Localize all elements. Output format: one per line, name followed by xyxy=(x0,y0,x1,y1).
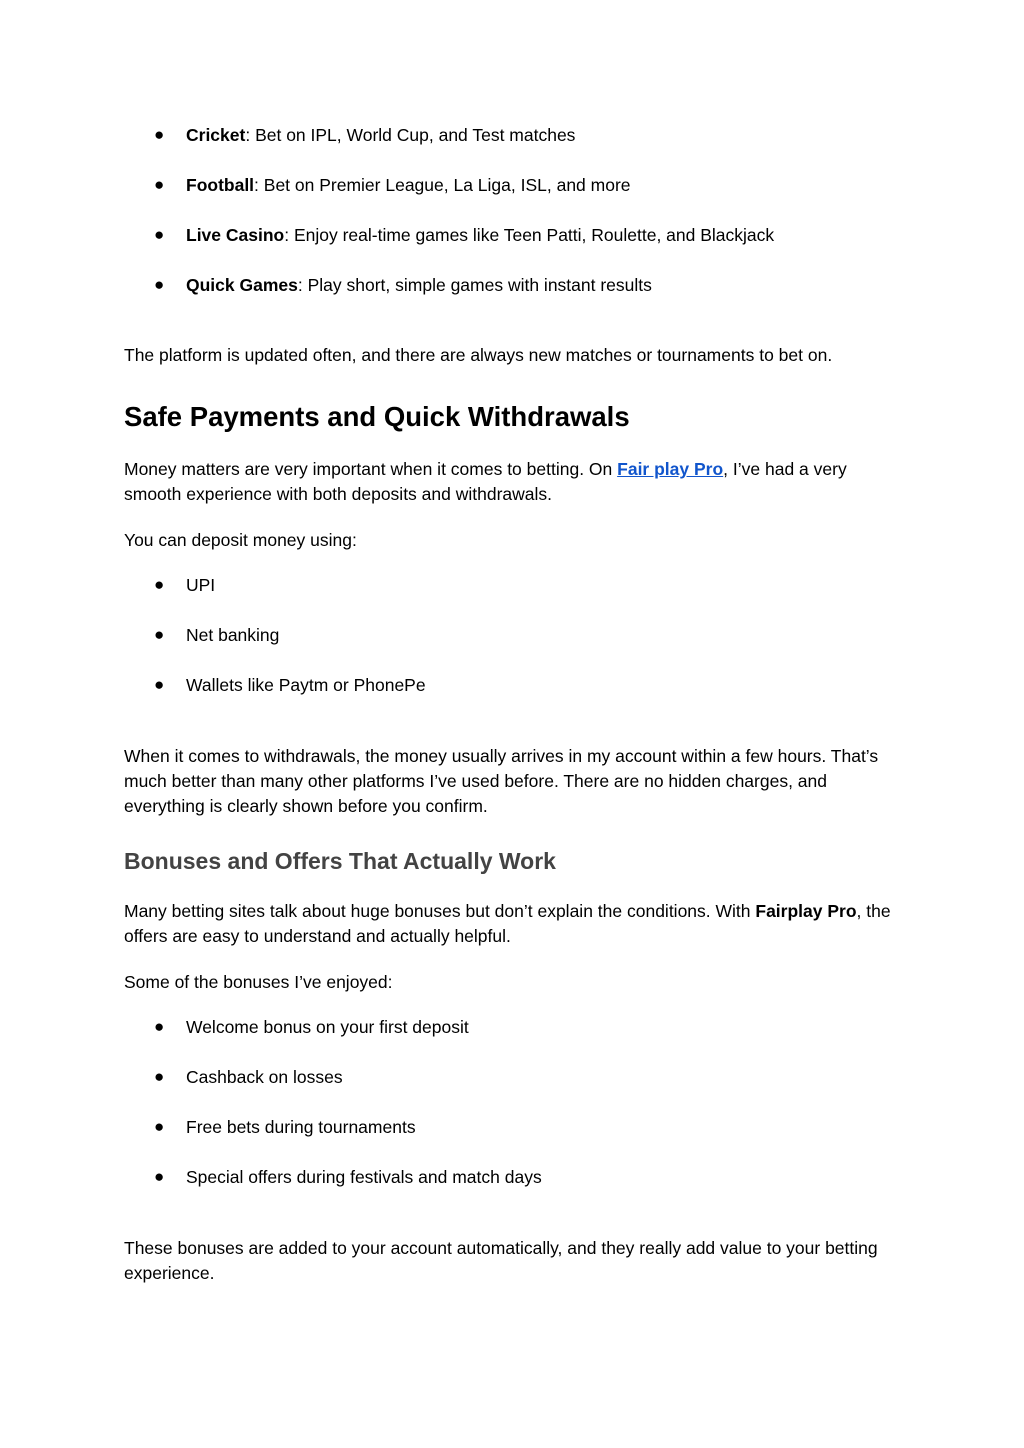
list-term: Quick Games xyxy=(186,275,298,295)
list-item-wallets xyxy=(124,673,884,697)
list-item-live-casino xyxy=(124,223,884,247)
list-item-quick-games xyxy=(124,273,884,297)
bullet-icon: ● xyxy=(154,175,165,194)
list-text: Wallets like Paytm or PhonePe xyxy=(186,675,426,695)
bonuses-intro-paragraph: Many betting sites talk about huge bonuses but don’t explain the conditions. With Fairplay Pro, the offers are easy to understand and actually helpful. xyxy=(124,901,891,946)
bullet-icon: ● xyxy=(154,275,165,294)
bullet-icon: ● xyxy=(154,675,165,694)
list-item-football xyxy=(124,173,884,197)
list-text: : Play short, simple games with instant results xyxy=(297,275,652,295)
list-text: : Enjoy real-time games like Teen Patti, Roulette, and Blackjack xyxy=(284,225,775,245)
list-text: UPI xyxy=(186,575,216,595)
platform-paragraph: The platform is updated often, and there are always new matches or tournaments to bet on. xyxy=(124,345,833,365)
bullet-icon: ● xyxy=(154,225,165,244)
fair-play-pro-link[interactable]: Fair play Pro xyxy=(617,459,724,479)
list-item-special-offers xyxy=(124,1165,884,1189)
bullet-icon: ● xyxy=(154,1167,165,1186)
list-item-cricket xyxy=(124,123,884,147)
list-item-upi xyxy=(124,573,884,597)
bullet-icon: ● xyxy=(154,625,165,644)
list-term: Cricket xyxy=(186,125,246,145)
list-term: Live Casino xyxy=(186,225,285,245)
withdrawal-paragraph: When it comes to withdrawals, the money usually arrives in my account within a few hours. That’s much better than many other platforms I’ve used before. There are no hidden charges, and everything is clearly shown before you confirm. xyxy=(124,746,879,816)
list-text: Welcome bonus on your first deposit xyxy=(186,1017,469,1037)
fairplay-pro-bold: Fairplay Pro xyxy=(755,901,857,921)
list-item-net-banking xyxy=(124,623,884,647)
bonuses-enjoyed-intro: Some of the bonuses I’ve enjoyed: xyxy=(124,972,393,992)
payments-heading: Safe Payments and Quick Withdrawals xyxy=(124,401,630,432)
list-text: Special offers during festivals and match days xyxy=(186,1167,542,1187)
list-term: Football xyxy=(186,175,255,195)
bullet-icon: ● xyxy=(154,1017,165,1036)
list-text: : Bet on IPL, World Cup, and Test matches xyxy=(245,125,576,145)
list-text: Net banking xyxy=(186,625,280,645)
list-item-welcome-bonus xyxy=(124,1015,884,1039)
bullet-icon: ● xyxy=(154,1067,165,1086)
bullet-icon: ● xyxy=(154,1117,165,1136)
bonuses-closing-paragraph: These bonuses are added to your account automatically, and they really add value to your betting experience. xyxy=(124,1238,878,1283)
deposit-intro-paragraph: You can deposit money using: xyxy=(124,530,357,550)
list-text: : Bet on Premier League, La Liga, ISL, and more xyxy=(254,175,631,195)
list-item-free-bets xyxy=(124,1115,884,1139)
list-item-cashback xyxy=(124,1065,884,1089)
bonuses-heading: Bonuses and Offers That Actually Work xyxy=(124,848,556,874)
bullet-icon: ● xyxy=(154,575,165,594)
bullet-icon: ● xyxy=(154,125,165,144)
list-text: Free bets during tournaments xyxy=(186,1117,416,1137)
list-text: Cashback on losses xyxy=(186,1067,343,1087)
payments-intro-paragraph: Money matters are very important when it comes to betting. On Fair play Pro, I’ve had a very smooth experience with both deposits and withdrawals. xyxy=(124,459,847,504)
